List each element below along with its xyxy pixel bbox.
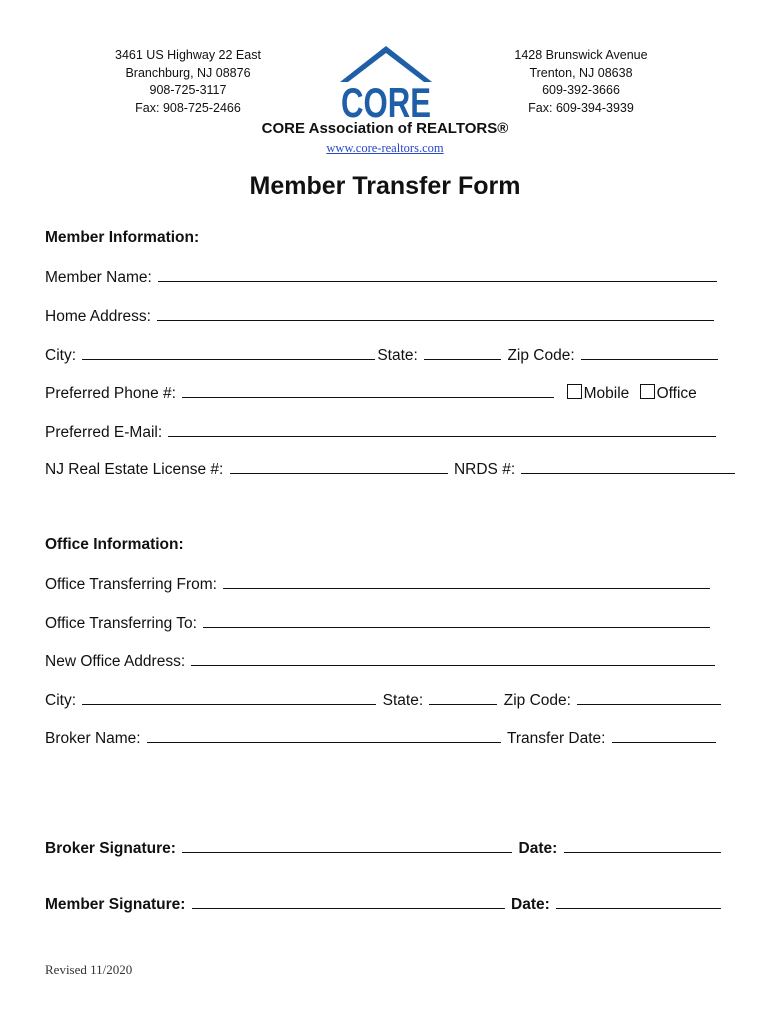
office-from-label: Office Transferring From: <box>45 576 217 593</box>
broker-signature-field[interactable] <box>182 836 512 853</box>
member-date-label: Date: <box>511 896 550 913</box>
nrds-label: NRDS #: <box>453 461 516 478</box>
new-office-address-label: New Office Address: <box>45 653 186 670</box>
member-section-heading: Member Information: <box>45 229 200 246</box>
office-city-field[interactable] <box>82 688 376 705</box>
license-label: NJ Real Estate License #: <box>45 461 224 478</box>
member-city-row <box>45 343 720 365</box>
website-link[interactable]: www.core-realtors.com <box>326 141 444 155</box>
office-zip-label: Zip Code: <box>503 692 571 709</box>
broker-name-label: Broker Name: <box>45 730 141 747</box>
license-field[interactable] <box>230 457 448 474</box>
home-address-label: Home Address: <box>45 308 151 325</box>
left-address-line-2: Branchburg, NJ 08876 <box>125 65 251 80</box>
email-field[interactable] <box>168 420 716 437</box>
home-address-field[interactable] <box>157 304 714 321</box>
left-address-block <box>88 47 288 117</box>
email-row <box>45 420 718 442</box>
office-label: Office <box>656 385 697 402</box>
member-date-field[interactable] <box>556 892 721 909</box>
right-address-fax: Fax: 609-394-3939 <box>528 100 634 115</box>
member-state-field[interactable] <box>424 343 501 360</box>
organization-name: CORE Association of REALTORS® <box>261 120 509 137</box>
office-from-field[interactable] <box>223 572 710 589</box>
office-section-heading: Office Information: <box>45 536 184 553</box>
phone-field[interactable] <box>182 381 554 398</box>
mobile-checkbox[interactable] <box>567 384 582 399</box>
broker-name-row <box>45 726 718 748</box>
phone-row <box>45 381 697 403</box>
license-row <box>45 457 737 479</box>
new-office-address-field[interactable] <box>191 649 715 666</box>
member-zip-field[interactable] <box>581 343 718 360</box>
left-address-line-1: 3461 US Highway 22 East <box>115 48 261 62</box>
office-checkbox[interactable] <box>640 384 655 399</box>
revision-note: Revised 11/2020 <box>45 962 133 977</box>
office-city-row <box>45 688 723 710</box>
nrds-field[interactable] <box>521 457 735 474</box>
office-city-label: City: <box>45 692 76 709</box>
member-signature-field[interactable] <box>192 892 505 909</box>
member-state-label: State: <box>377 347 418 364</box>
broker-date-label: Date: <box>518 840 558 857</box>
form-title: Member Transfer Form <box>249 172 521 200</box>
member-signature-row <box>45 892 723 914</box>
office-to-field[interactable] <box>203 611 710 628</box>
office-from-row <box>45 572 712 594</box>
mobile-label: Mobile <box>583 385 630 402</box>
email-label: Preferred E-Mail: <box>45 424 163 441</box>
member-city-label: City: <box>45 347 76 364</box>
member-signature-label: Member Signature: <box>45 896 186 913</box>
office-state-label: State: <box>382 692 424 709</box>
broker-date-field[interactable] <box>564 836 721 853</box>
broker-signature-label: Broker Signature: <box>45 840 176 857</box>
transfer-date-label: Transfer Date: <box>506 730 606 747</box>
transfer-date-field[interactable] <box>612 726 716 743</box>
right-address-phone: 609-392-3666 <box>542 83 620 97</box>
office-to-row <box>45 611 712 633</box>
new-office-address-row <box>45 649 717 671</box>
member-name-row <box>45 265 719 287</box>
right-address-line-2: Trenton, NJ 08638 <box>529 65 633 80</box>
right-address-line-1: 1428 Brunswick Avenue <box>514 48 648 62</box>
phone-label: Preferred Phone #: <box>45 385 176 402</box>
office-to-label: Office Transferring To: <box>45 615 197 632</box>
member-name-field[interactable] <box>158 265 717 282</box>
office-state-field[interactable] <box>429 688 497 705</box>
broker-name-field[interactable] <box>147 726 501 743</box>
left-address-fax: Fax: 908-725-2466 <box>135 100 241 115</box>
right-address-block <box>481 47 681 117</box>
logo-text: CORE <box>341 79 431 126</box>
core-logo <box>336 44 436 126</box>
member-city-field[interactable] <box>82 343 375 360</box>
member-zip-label: Zip Code: <box>507 347 575 364</box>
member-name-label: Member Name: <box>45 269 152 286</box>
home-address-row <box>45 304 716 326</box>
broker-signature-row <box>45 836 723 858</box>
office-zip-field[interactable] <box>577 688 721 705</box>
left-address-phone: 908-725-3117 <box>149 83 227 97</box>
